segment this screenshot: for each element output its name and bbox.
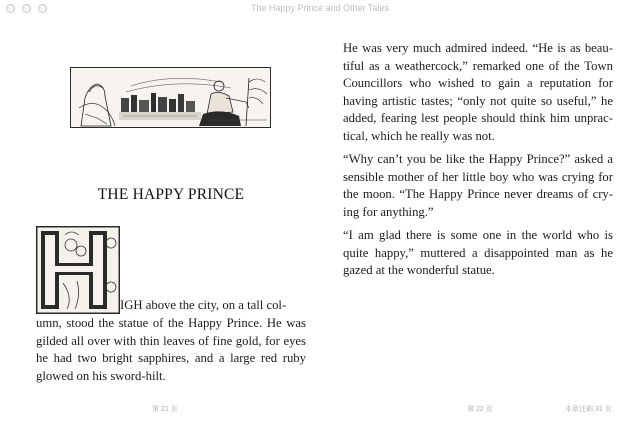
window-title: The Happy Prince and Other Tales — [251, 3, 389, 13]
paragraph: “Why can’t you be like the Happy Prince?” asked a sensible mother of her little boy who was crying for the moon. “The Happy Prince never dreams of cry-ing for anything.” — [343, 152, 613, 219]
left-page-text — [36, 315, 306, 385]
prince-and-city-illustration — [71, 68, 270, 127]
window-titlebar — [0, 0, 640, 18]
paragraph: “I am glad there is some one in the world who is quite happy,” muttered a disappointed man as he gazed at the wonderful statue. — [343, 228, 613, 277]
paragraph: He was very much admired indeed. “He is as beau-tiful as a weathercock,” remarked one of the Town Councillors who wished to gain a reputation for having artistic tastes; “only not quite so useful,” he added, fearing lest people should think him unprac-tical, which he really was not. — [343, 41, 613, 143]
text-line: he had two bright sapphires, and a large red ruby — [36, 351, 306, 365]
text-line: umn, stood the statue of the Happy Prince. He was — [36, 316, 306, 330]
text-line: gilded all over with thin leaves of fine gold, for eyes — [36, 333, 306, 348]
first-line-text: IGH above the city, on a tall col- — [120, 298, 287, 312]
chapter-pages-remaining: 本章还剩 31 页 — [565, 406, 612, 413]
left-page-number: 第 21 页 — [152, 406, 178, 413]
dropcap-illustration — [36, 226, 120, 314]
chapter-illustration — [70, 67, 271, 128]
text-line: glowed on his sword-hilt. — [36, 368, 166, 383]
right-page-number: 第 22 页 — [467, 406, 493, 413]
left-page[interactable] — [36, 40, 306, 390]
chapter-title: THE HAPPY PRINCE — [97, 186, 245, 203]
dropcap-letter-h — [37, 227, 119, 313]
right-page[interactable] — [343, 40, 613, 390]
right-page-text — [343, 40, 613, 286]
